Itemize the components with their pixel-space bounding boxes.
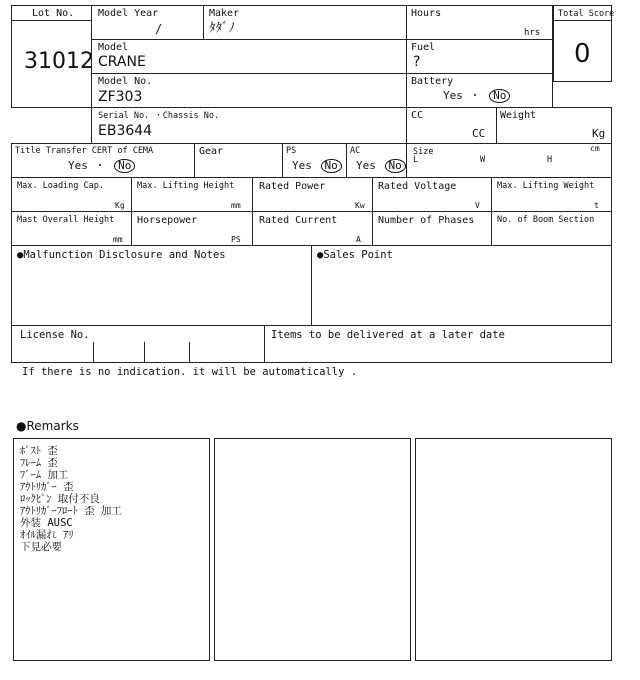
boom-sections-label: No. of Boom Section: [497, 215, 595, 225]
ac-yes: Yes: [356, 159, 376, 172]
size-w-label: W: [480, 155, 486, 165]
remarks-line: ｵｲﾙ漏れ ｱﾘ: [20, 529, 74, 541]
mast-height-label: Mast Overall Height: [17, 215, 115, 225]
license-divider-2: [144, 342, 145, 363]
rated-voltage-unit: V: [475, 201, 480, 210]
title-transfer-yes-no: [68, 159, 135, 173]
horsepower-label: Horsepower: [137, 215, 198, 226]
battery-no-selected: No: [489, 89, 510, 103]
weight-label: Weight: [500, 110, 537, 121]
title-transfer-no-selected: No: [114, 159, 135, 173]
model-value: CRANE: [98, 54, 146, 70]
cc-label: CC: [411, 110, 424, 121]
remarks-list: [20, 445, 122, 553]
hours-unit: hrs: [524, 28, 541, 38]
remarks-line: ｱｳﾄﾘｶﾞｰ 歪: [20, 481, 74, 493]
size-unit: cm: [590, 144, 600, 153]
max-loading-unit: Kg: [115, 201, 125, 210]
remarks-panel-2: [214, 438, 411, 661]
maker-value: ﾀﾀﾞﾉ: [209, 21, 235, 36]
remarks-line: 下見必要: [20, 541, 62, 553]
phases-label: Number of Phases: [378, 215, 475, 226]
title-transfer-label: Title Transfer CERT of CEMA: [15, 146, 154, 156]
max-lift-weight-unit: t: [594, 201, 599, 210]
sales-point-label: ●Sales Point: [317, 249, 393, 261]
lot-no-label: Lot No.: [32, 8, 75, 19]
model-label: Model: [98, 42, 129, 53]
ps-label: PS: [286, 146, 297, 156]
gear-label: Gear: [199, 146, 224, 157]
ac-no-selected: No: [385, 159, 406, 173]
cc-unit: CC: [472, 127, 486, 140]
model-no-label: Model No.: [98, 76, 153, 87]
serial-value: EB3644: [98, 123, 153, 139]
remarks-heading: ●Remarks: [16, 419, 79, 433]
ps-no-selected: No: [321, 159, 342, 173]
remarks-line: ｱｳﾄﾘｶﾞｰﾌﾛｰﾄ 歪 加工: [20, 505, 122, 517]
total-score-value: 0: [574, 39, 591, 69]
fuel-label: Fuel: [411, 42, 436, 53]
rated-power-unit: Kw: [355, 201, 365, 210]
ac-yes-no: [356, 159, 406, 173]
maker-label: Maker: [209, 8, 240, 19]
max-loading-label: Max. Loading Cap.: [17, 181, 104, 191]
battery-label: Battery: [411, 76, 454, 87]
battery-dot: ・: [469, 89, 481, 102]
fuel-value: ?: [413, 54, 421, 70]
title-transfer-yes: Yes: [68, 159, 88, 172]
remarks-line: ﾌﾞｰﾑ 加工: [20, 469, 69, 481]
max-lift-height-label: Max. Lifting Height: [137, 181, 235, 191]
notice-text: If there is no indication. it will be automatically .: [22, 366, 358, 378]
title-transfer-dot: ・: [94, 159, 106, 172]
remarks-line: ﾛｯｸﾋﾟﾝ 取付不良: [20, 493, 100, 505]
malfunction-label: ●Malfunction Disclosure and Notes: [17, 249, 226, 261]
size-label: Size: [413, 147, 434, 157]
ps-yes-no: [292, 159, 342, 173]
hours-label: Hours: [411, 8, 442, 19]
remarks-line: 外装 AUSC: [20, 517, 73, 529]
max-lift-weight-label: Max. Lifting Weight: [497, 181, 595, 191]
serial-label: Serial No. ・Chassis No.: [98, 111, 220, 121]
lot-no-value: 31012: [24, 49, 94, 74]
ac-label: AC: [350, 146, 361, 156]
license-divider-1: [93, 342, 94, 363]
remarks-panel-3: [415, 438, 612, 661]
model-year-label: Model Year: [98, 8, 159, 19]
size-h-label: H: [547, 155, 553, 165]
remarks-line: ﾎﾟｽﾄ 歪: [20, 445, 58, 457]
rated-current-unit: A: [356, 235, 361, 244]
battery-yes: Yes: [443, 89, 463, 102]
max-lift-height-unit: mm: [231, 201, 241, 210]
horsepower-unit: PS: [231, 235, 241, 244]
mast-height-unit: mm: [113, 235, 123, 244]
later-items-label: Items to be delivered at a later date: [271, 329, 505, 341]
remarks-line: ﾌﾚｰﾑ 歪: [20, 457, 58, 469]
size-cell: [406, 143, 612, 178]
ps-yes: Yes: [292, 159, 312, 172]
license-label: License No.: [20, 329, 90, 341]
battery-yes-no: [443, 89, 510, 103]
weight-unit: Kg: [592, 127, 606, 140]
rated-power-label: Rated Power: [259, 181, 326, 192]
model-no-value: ZF303: [98, 89, 143, 105]
model-year-value: /: [155, 22, 163, 36]
rated-current-label: Rated Current: [259, 215, 338, 226]
total-score-label: Total Score: [558, 9, 615, 19]
license-divider-3: [189, 342, 190, 363]
size-l-label: L: [413, 155, 419, 165]
rated-voltage-label: Rated Voltage: [378, 181, 457, 192]
